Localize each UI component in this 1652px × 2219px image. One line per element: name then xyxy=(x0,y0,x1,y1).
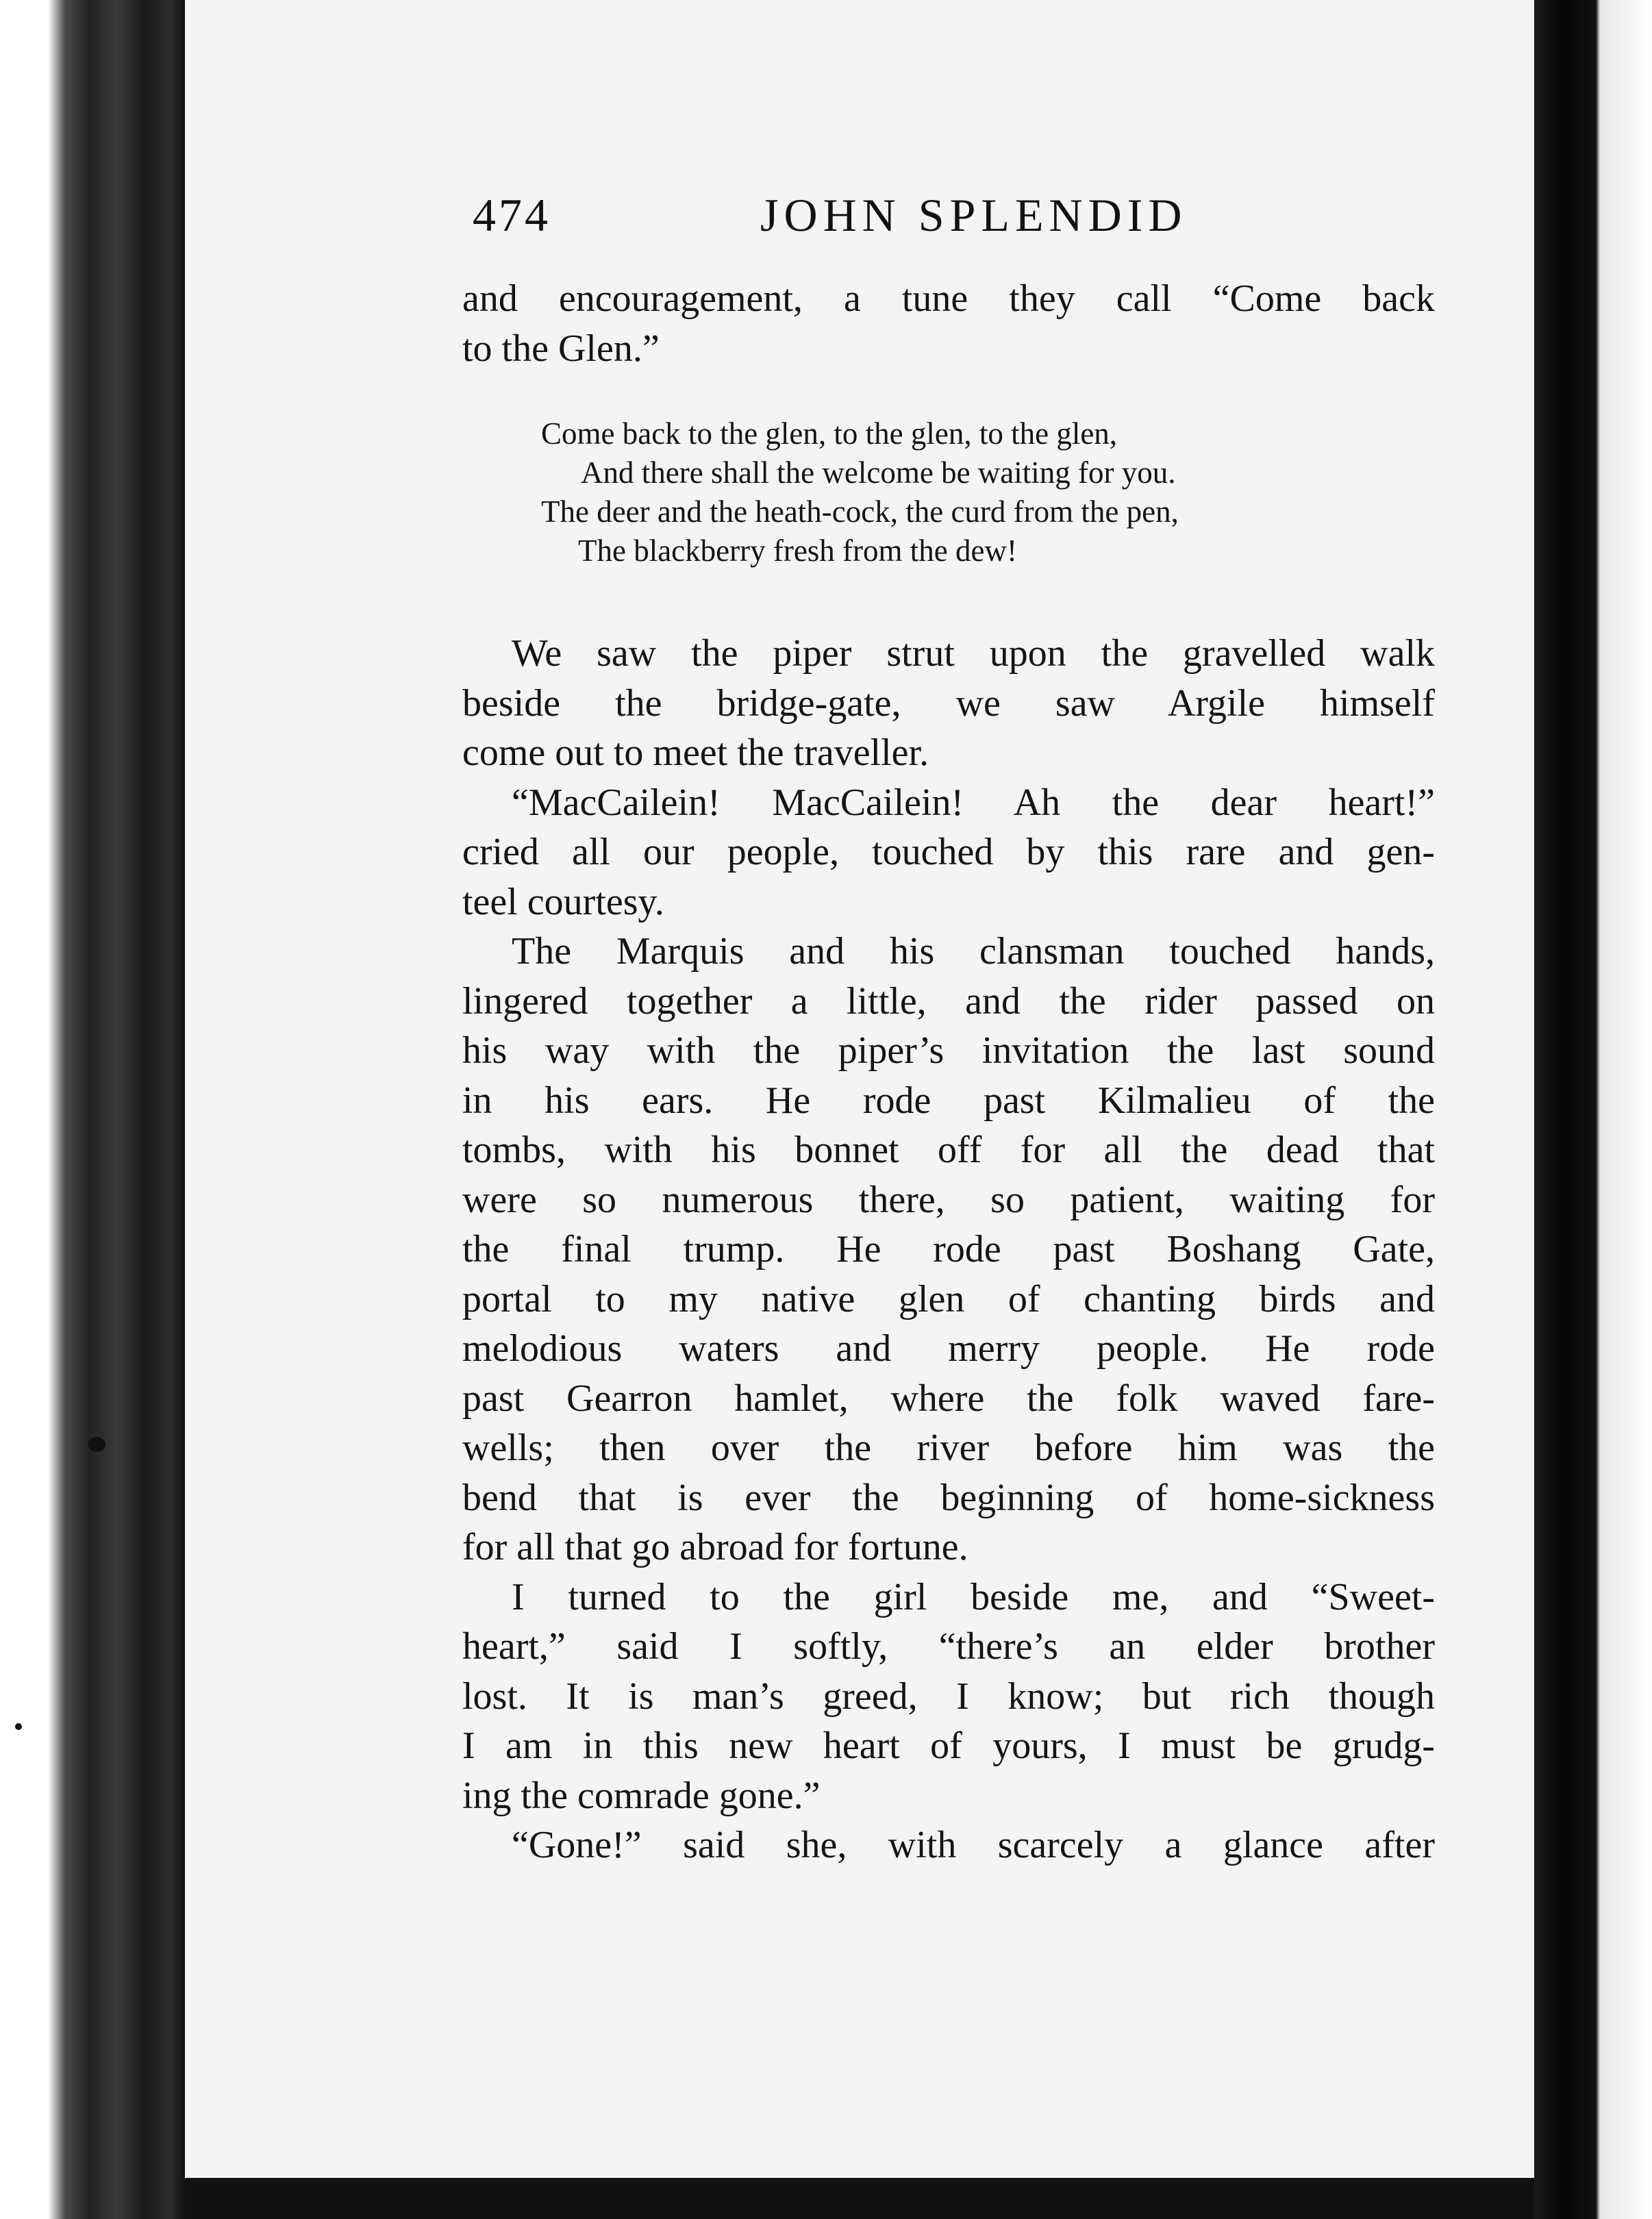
text-line: lost. It is man’s greed, I know; but rich though xyxy=(462,1675,1435,1718)
text-line: the final trump. He rode past Boshang Gate, xyxy=(462,1228,1435,1270)
text-line: melodious waters and merry people. He rode xyxy=(462,1327,1435,1370)
text-line: portal to my native glen of chanting birds and xyxy=(462,1277,1435,1320)
verse-line: The blackberry fresh from the dew! xyxy=(578,534,1017,568)
running-head xyxy=(473,188,1431,250)
text-line: “Gone!” said she, with scarcely a glance after xyxy=(512,1824,1435,1866)
text-line: The Marquis and his clansman touched hands, xyxy=(512,930,1435,973)
running-title: JOHN SPLENDID xyxy=(760,189,1188,241)
text-line: cried all our people, touched by this rare and gen- xyxy=(462,831,1435,873)
verse-line: Come back to the glen, to the glen, to the glen, xyxy=(541,416,1118,451)
book-gutter-edge xyxy=(0,0,185,2219)
verse-line: And there shall the welcome be waiting for you. xyxy=(581,455,1176,490)
dust-speck xyxy=(88,1437,105,1452)
text-line: I am in this new heart of yours, I must be grudg- xyxy=(462,1725,1435,1767)
text-line: tombs, with his bonnet off for all the dead that xyxy=(462,1129,1435,1171)
text-block-top xyxy=(462,274,1435,373)
text-line: We saw the piper strut upon the gravelled walk xyxy=(512,632,1435,675)
verse-block xyxy=(541,414,1377,571)
page-number: 474 xyxy=(473,189,551,241)
book-bottom-edge xyxy=(185,2178,1534,2219)
text-line: lingered together a little, and the rider passed on xyxy=(462,979,1435,1023)
text-line: teel courtesy. xyxy=(462,880,664,923)
text-block-body xyxy=(462,629,1435,1870)
verse-line: The deer and the heath-cock, the curd from the pen, xyxy=(541,494,1179,529)
text-line: in his ears. He rode past Kilmalieu of the xyxy=(462,1079,1435,1122)
text-line: bend that is ever the beginning of home-sickness xyxy=(462,1476,1435,1519)
text-line: wells; then over the river before him was the xyxy=(462,1427,1435,1469)
text-line: heart,” said I softly, “there’s an elder brother xyxy=(462,1625,1435,1668)
text-line: for all that go abroad for fortune. xyxy=(462,1526,968,1568)
text-line: I turned to the girl beside me, and “Sweet- xyxy=(512,1575,1435,1618)
text-line: come out to meet the traveller. xyxy=(462,731,929,774)
text-line: past Gearron hamlet, where the folk waved fare- xyxy=(462,1377,1435,1420)
dust-speck xyxy=(15,1723,22,1730)
text-line: were so numerous there, so patient, waiting for xyxy=(462,1178,1435,1221)
text-line: to the Glen.” xyxy=(462,327,660,370)
book-right-edge xyxy=(1534,0,1652,2219)
text-line: beside the bridge-gate, we saw Argile himself xyxy=(462,681,1435,725)
text-line: and encouragement, a tune they call “Come back xyxy=(462,277,1435,320)
text-line: ing the comrade gone.” xyxy=(462,1774,821,1817)
text-line: his way with the piper’s invitation the last sound xyxy=(462,1029,1435,1072)
text-line: “MacCailein! MacCailein! Ah the dear heart!” xyxy=(512,781,1435,824)
